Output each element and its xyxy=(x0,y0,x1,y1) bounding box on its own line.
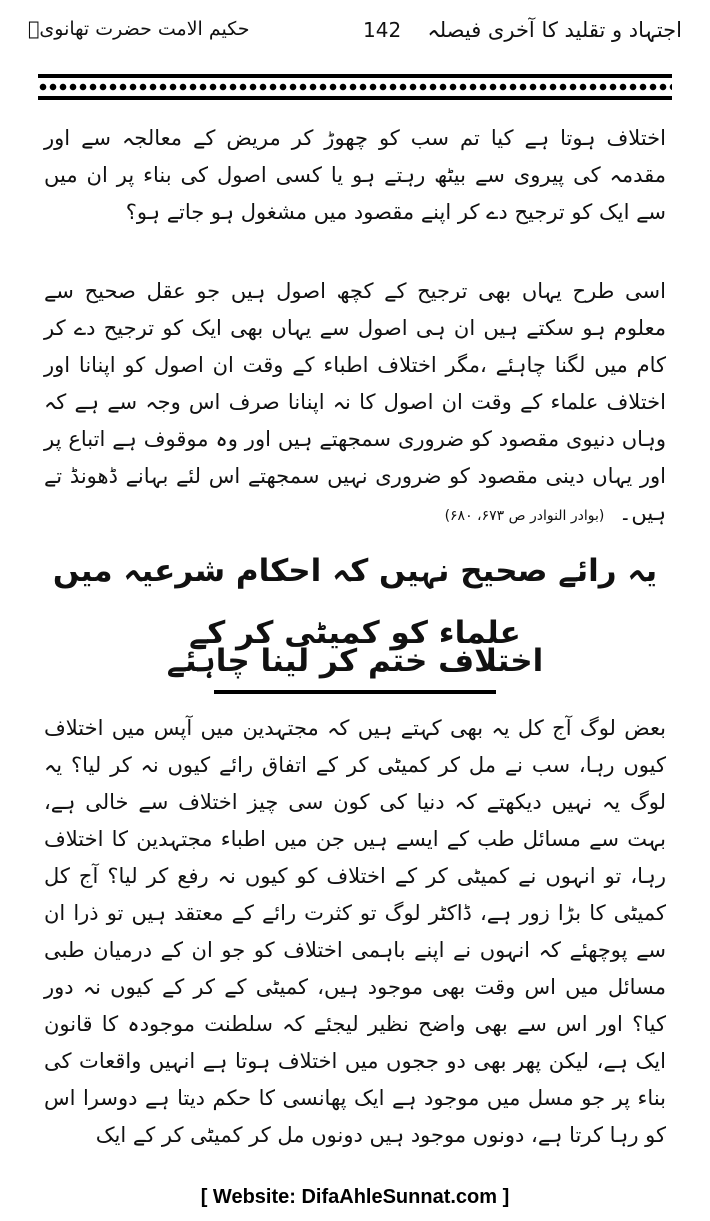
reference-citation: (بوادر النوادر ص ۶۷۳، ۶۸۰) xyxy=(444,508,605,524)
website-footer: [ Website: DifaAhleSunnat.com ] xyxy=(200,1186,510,1208)
header-divider xyxy=(38,74,672,100)
paragraph-1: اختلاف ہوتا ہے کیا تم سب کو چھوڑ کر مریض کے معالجہ سے اور مقدمہ کی پیروی سے بیٹھ رہتے ہو یا کسی اصول کی بناء پر ان میں سے ایک کو ترجیح دے کر اپنے مقصود میں مشغول ہو جاتے ہو؟ xyxy=(44,126,666,224)
section-heading-line-2: اختلاف ختم کر لینا چاہئے xyxy=(166,643,544,679)
page-header xyxy=(28,12,682,52)
paragraph-2 xyxy=(44,273,666,523)
author-title: حکیم الامت حضرت تھانویؒ xyxy=(28,18,250,40)
section-heading-line-1: یہ رائے صحیح نہیں کہ احکام شرعیہ میں علماء کو کمیٹی کر کے xyxy=(52,553,658,651)
paragraph-2-text: اسی طرح یہاں بھی ترجیح کے کچھ اصول ہیں جو عقل صحیح سے معلوم ہو سکتے ہیں ان ہی اصول سے یہاں بھی ایک کو ترجیح دے کر کام میں لگنا چاہئے ،مگر اختلاف اطباء کے وقت ان اصول کو اپنانا اور اختلاف علماء کے وقت ان اصول کا نہ اپنانا صرف اس وجہ سے ہے کہ وہاں دنیوی مقصود کو ضروری سمجھتے ہیں اور وہ موقوف ہے اتباع پر اور یہاں دینی مقصود کو ضروری نہیں سمجھتے اس لئے بہانے ڈھونڈ تے ہیں۔ xyxy=(44,279,666,525)
heading-underline xyxy=(214,690,496,694)
paragraph-3: بعض لوگ آج کل یہ بھی کہتے ہیں کہ مجتہدین میں آپس میں اختلاف کیوں رہا، سب نے مل کر کمیٹی کر کے اتفاق رائے کیوں نہ کر لیا؟ یہ لوگ یہ نہیں دیکھتے کہ دنیا کی کون سی چیز اختلاف سے خالی ہے، بہت سے مسائل طب کے ایسے ہیں جن میں اطباء مجتہدین کا اختلاف رہا، تو انہوں نے کمیٹی کر کے اختلاف کو کیوں نہ رفع کر لیا؟ آج کل کمیٹی کا بڑا زور ہے، ڈاکٹر لوگ تو کثرت رائے کے معتقد ہیں تو ذرا ان سے پوچھئے کہ انہوں نے اپنے باہمی اختلاف کو جو ان کے درمیان طبی مسائل میں اس وقت بھی موجود ہیں، کمیٹی کے کر کے کیوں نہ دور کیا؟ اور اس سے بھی واضح نظیر لیجئے کہ سلطنت موجودہ کا قانون ایک ہے، لیکن پھر بھی دو ججوں میں اختلاف ہوتا ہے انہیں واقعات کی بناء پر جو مسل میں موجود ہے ایک پھانسی کا حکم دیتا ہے دوسرا اس کو رہا کرتا ہے، دونوں موجود ہیں دونوں مل کر کمیٹی کر کے ایک xyxy=(44,716,666,1147)
page-number: 142 xyxy=(363,18,402,42)
book-title: اجتہاد و تقلید کا آخری فیصلہ xyxy=(427,18,682,42)
